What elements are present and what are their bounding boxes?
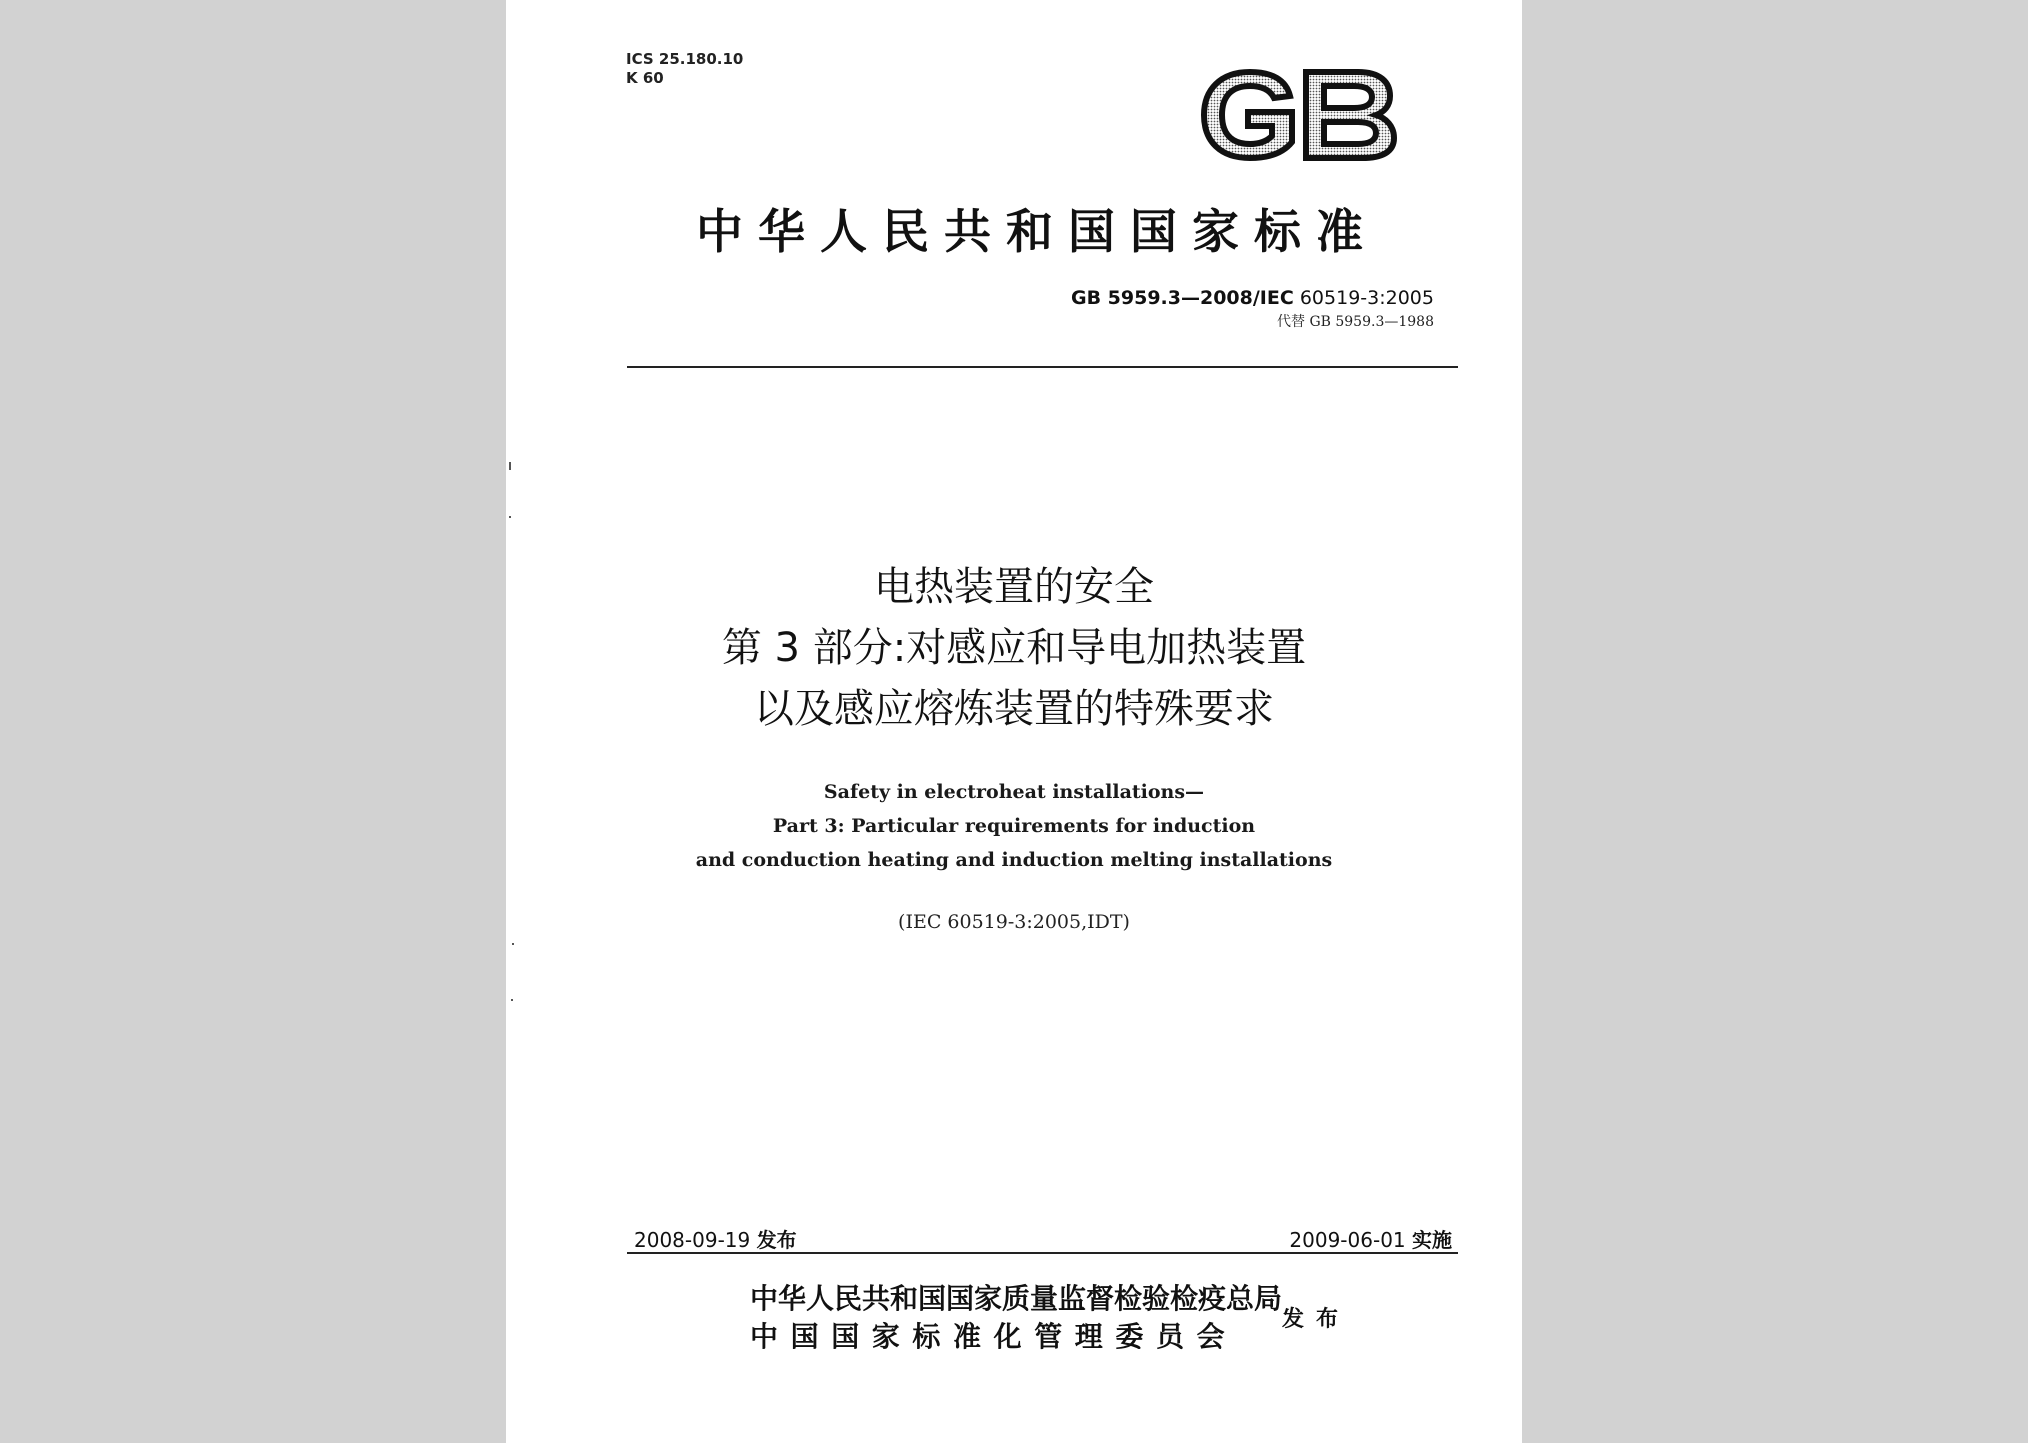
margin-mark — [509, 462, 511, 470]
gb-logo-icon — [1198, 66, 1398, 164]
document-page — [506, 0, 1522, 1443]
issuing-authorities — [750, 1280, 1282, 1356]
effective-label: 实施 — [1412, 1228, 1452, 1252]
issuer-sac: 中国国家标准化管理委员会 — [750, 1320, 1238, 1353]
english-title-line2: Part 3: Particular requirements for induction — [772, 815, 1256, 837]
chinese-title-line3: 以及感应熔炼装置的特殊要求 — [754, 686, 1274, 732]
effective-date-value: 2009-06-01 — [1289, 1228, 1406, 1252]
chinese-title-line2: 第 3 部分:对感应和导电加热装置 — [721, 625, 1307, 671]
english-title-line1: Safety in electroheat installations— — [823, 781, 1205, 803]
national-standard-title: 中华人民共和国国家标准 — [696, 205, 1378, 260]
issued-date — [634, 1224, 797, 1253]
margin-mark — [512, 943, 514, 945]
issuer-aqsiq: 中华人民共和国国家质量监督检验检疫总局 — [750, 1282, 1283, 1315]
effective-date — [1289, 1224, 1452, 1253]
publish-label: 发布 — [1282, 1306, 1351, 1332]
issued-date-value: 2008-09-19 — [634, 1228, 751, 1252]
classification-codes — [626, 50, 743, 88]
replaces-standard: 代替 GB 5959.3—1988 — [1277, 314, 1434, 330]
chinese-title — [506, 557, 1522, 740]
standard-number-iec: 60519-3:2005 — [1299, 287, 1434, 309]
standard-number-gb: GB 5959.3—2008/IEC — [1070, 287, 1294, 309]
header-divider — [627, 366, 1458, 368]
chinese-title-line1: 电热装置的安全 — [874, 564, 1154, 610]
margin-mark — [511, 999, 513, 1001]
standard-number — [1071, 287, 1434, 309]
idt-reference: (IEC 60519-3:2005,IDT) — [898, 911, 1130, 933]
english-title-line3: and conduction heating and induction melting installations — [695, 849, 1333, 871]
english-title — [506, 775, 1522, 877]
margin-mark — [509, 516, 511, 518]
footer-divider — [627, 1252, 1458, 1254]
issued-label: 发布 — [756, 1228, 797, 1252]
ics-code: ICS 25.180.10 — [626, 50, 744, 68]
ccs-code: K 60 — [626, 69, 664, 87]
